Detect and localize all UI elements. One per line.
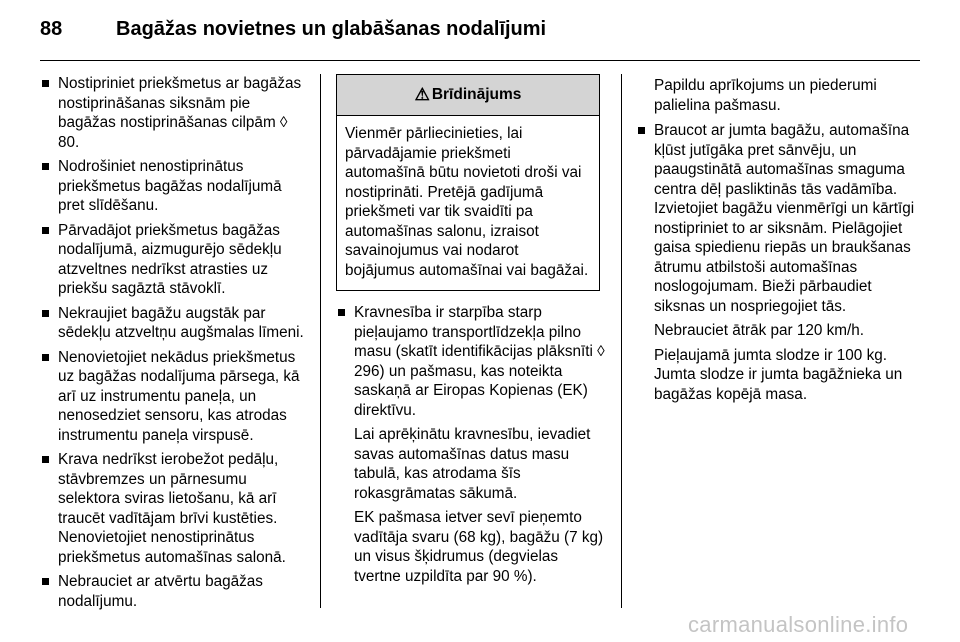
bullet-square-icon [338, 309, 345, 316]
header-divider [40, 60, 920, 61]
bullet-square-icon [42, 80, 49, 87]
column-2 [336, 74, 606, 586]
paragraph: Papildu aprīkojums un piederumi palielina pašmasu. [654, 77, 877, 114]
list-item-text: Pārvadājot priekšmetus bagāžas nodalījumā, aizmugurējo sēdekļu atzveltnes nedrīkst atrasties uz priekšu sagāztā stāvoklī. [58, 221, 282, 297]
paragraph: Lai aprēķinātu kravnesību, ievadiet savas automašīnas datus masu tabulā, kas atrodama šīs rokasgrāmatas sākumā. [354, 426, 591, 502]
warning-header [337, 75, 599, 116]
bullet-square-icon [42, 456, 49, 463]
list-item-text: Braucot ar jumta bagāžu, automašīna kļūst jutīgāka pret sānvēju, un paaugstinātā automašīnas smaguma centra dēļ pasliktinās tās vadāmība. Izvietojiet bagāžu vienmērīgi un kārtīgi nostipriniet to ar siksnām. Pielāgojiet gaisa spiedienu riepās un braukšanas ātrumu atbilstoši automašīnas noslogojumam. Bieži pārbaudiet siksnas un nospriegojiet tās. [654, 122, 915, 315]
bullet-square-icon [638, 127, 645, 134]
bullet-square-icon [42, 354, 49, 361]
warning-box [336, 74, 600, 291]
bullet-square-icon [42, 163, 49, 170]
column-divider-2 [621, 74, 622, 608]
list-item [40, 572, 305, 611]
page-header [40, 18, 920, 48]
page-number: 88 [40, 18, 63, 40]
list-item [40, 74, 305, 152]
column-divider-1 [320, 74, 321, 608]
list-item [40, 450, 305, 567]
paragraph: EK pašmasa ietver sevī pieņemto vadītāja svaru (68 kg), bagāžu (7 kg) un visus šķidrumus (degvielas tvertne uzpildīta par 90 %). [354, 509, 604, 585]
paragraph: Nebrauciet ātrāk par 120 km/h. [654, 322, 865, 339]
list-item [40, 221, 305, 299]
watermark: carmanualsonline.info [688, 612, 909, 637]
page-title: Bagāžas novietnes un glabāšanas nodalījumi [116, 18, 547, 40]
bullet-square-icon [42, 310, 49, 317]
column-1 [40, 74, 305, 616]
list-item [40, 348, 305, 446]
paragraph: Pieļaujamā jumta slodze ir 100 kg. Jumta slodze ir jumta bagāžnieka un bagāžas kopējā masa. [654, 346, 903, 403]
list-item-text: Nenovietojiet nekādus priekšmetus uz bagāžas nodalījuma pārsega, kā arī uz instrumentu paneļa, un nenosedziet sensoru, kas atrodas instrumentu paneļa virspusē. [58, 348, 300, 444]
list-item [40, 157, 305, 216]
list-item [40, 304, 305, 343]
column-3 [636, 76, 920, 404]
list-item-text: Nebrauciet ar atvērtu bagāžas nodalījumu. [58, 573, 263, 610]
bullet-square-icon [42, 578, 49, 585]
warning-title: Brīdinājums [431, 86, 522, 104]
list-item [636, 121, 920, 316]
list-item-text: Nostipriniet priekšmetus ar bagāžas nostiprināšanas siksnām pie bagāžas nostiprināšanas cilpām ◊ 80. [58, 75, 302, 151]
warning-text: Vienmēr pārliecinieties, lai pārvadājamie priekšmeti automašīnā būtu novietoti droši vai nostiprināti. Pretējā gadījumā priekšmeti var tik svaidīti pa automašīnas salonu, izraisot savainojumus vai nodarot bojājumus automašīnai vai bagāžai. [345, 125, 589, 279]
list-item-text: Krava nedrīkst ierobežot pedāļu, stāvbremzes un pārnesumu selektora sviras lietošanu, kā arī traucēt vadītājam brīvi kustēties. Nenovietojiet nenostiprinātus priekšmetus automašīnas salonā. [58, 451, 286, 566]
warning-triangle-icon: ⚠ [414, 85, 430, 105]
list-item-text: Kravnesība ir starpība starp pieļaujamo transportlīdzekļa pilno masu (skatīt identifikācijas plāksnīti ◊ 296) un pašmasu, kas noteikta saskaņā ar Eiropas Kopienas (EK) direktīvu. [354, 304, 605, 419]
list-item-text: Nodrošiniet nenostiprinātus priekšmetus bagāžas nodalījumā pret slīdēšanu. [58, 158, 282, 214]
bullet-square-icon [42, 227, 49, 234]
list-item-text: Nekraujiet bagāžu augstāk par sēdekļu atzveltņu augšmalas līmeni. [58, 304, 304, 341]
list-item [336, 303, 606, 420]
